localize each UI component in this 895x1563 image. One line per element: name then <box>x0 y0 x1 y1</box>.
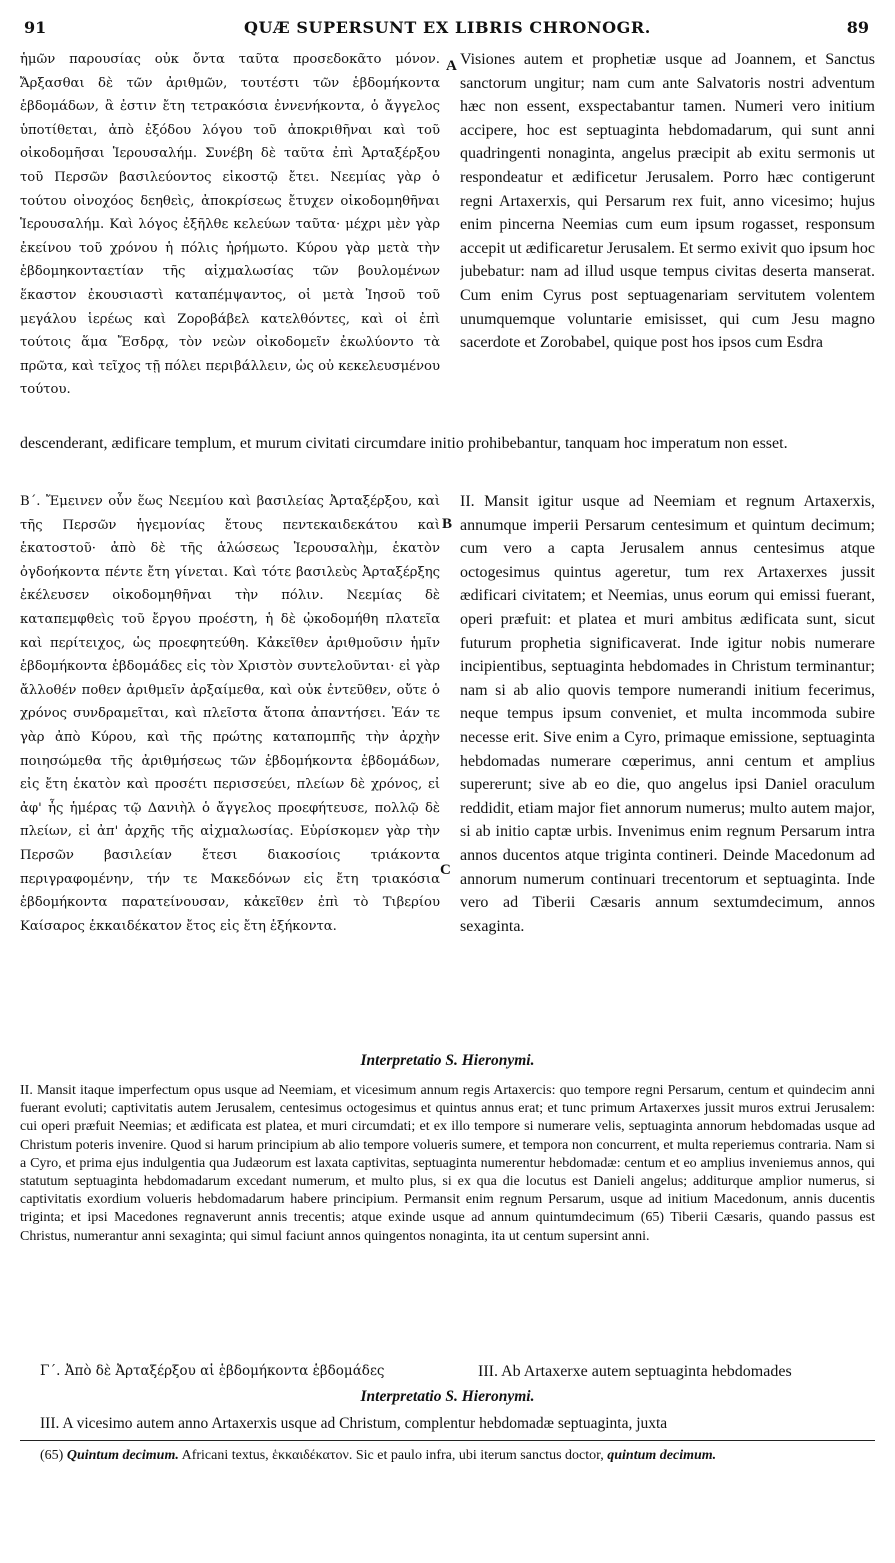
footnote <box>40 1446 880 1490</box>
hieronymi-text-1: II. Mansit itaque imperfectum opus usque ad Neemiam, et vicesimum annum regis Artaxercis: quo tempore regni Persarum, centum et quindecim anni fuerant evoluti; captivitatis autem Jerusalem, centesimus octogesimus et quintus annus erat; et tunc primum Artaxerxes jussit muros extrui Jerusalem: cui operi præfuit Neemias; et ædificata est platea, et muri circumdati; et ex illo tempore si numerare velis, septuaginta annorum hebdomadas usque ad Christum poteris invenire. Quod si harum principium ab alio tempore volueris sumere, et tempora non concurrent, et multa reperiemus contraria. Nam si a Cyro, et prima ejus indulgentia qua Judæorum est laxata captivitas, septuaginta numerentur hebdomadæ: centum et eo amplius inveniemus annos, qui statutum septuaginta hebdomadarum excedant numerum, et multo plus, si ex qua die locutus est Danieli angelus; additurque amplior numerus, si captivitatis exordium volueris hebdomadarum habere principium. Permansit enim regnum Persarum, usque ad initium Macedonum, annis ducentis triginta; et ipsi Macedones regnaverunt annis trecentis; atque exinde usque ad annum quintumdecimum (65) Tiberii Cæsaris, quando passus est Christus, numerantur anni sexaginta; qui simul faciunt annos quingentos nonaginta, ita ut centum supersint anni. <box>20 1083 875 1244</box>
footnote-lemma: Quintum decimum. <box>66 1448 179 1463</box>
hieronymi-text-2: III. A vicesimo autem anno Artaxerxis usque ad Christum, complentur hebdomadæ septuaginta, juxta <box>40 1415 668 1432</box>
margin-marker-c: C <box>440 862 451 878</box>
greek-line-g: Γ΄. Ἀπὸ δὲ Ἀρταξέρξου αἱ ἑβδομήκοντα ἑβδομάδες <box>40 1363 385 1379</box>
left-page-number: 91 <box>24 18 47 37</box>
greek-column-a: ἡμῶν παρουσίας οὐκ ὄντα ταῦτα προσεδοκᾶτο μόνον. Ἄρξασθαι δὲ τῶν ἀριθμῶν, τουτέστι τῶν ἑβδομήκοντα ἑβδομάδων, ἃ ἐστιν ἔτη τετρακόσια ἐννενήκοντα, ὁ ἄγγελος ὑποτίθεται, ἀπὸ ἐξόδου λόγου τοῦ ἀποκριθῆναι καὶ τοῦ οἰκοδομῆσαι Ἱερουσαλήμ. Συνέβη δὲ ταῦτα ἐπὶ Ἀρταξέρξου τοῦ Περσῶν βασιλεύοντος εἰκοστῷ ἔτει. Νεεμίας γὰρ ὁ τούτου οἰνοχόος δεηθεὶς, ἀποκρίσεως ἔτυχεν οἰκοδομηθῆναι Ἱερουσαλήμ. Καὶ λόγος ἐξῆλθε κελεύων ταῦτα· μέχρι μὲν γὰρ ἐκείνου τοῦ χρόνου ἡ πόλις ἠρήμωτο. Κύρου γὰρ μετὰ τὴν ἑβδομηκονταετίαν τῆς αἰχμαλωσίας τῶν βουλομένων ἕκαστον ἐκουσιαστὶ καταπέμψαντος, οἱ μετὰ Ἰησοῦ τοῦ μεγάλου ἱερέως καὶ Ζοροβάβελ κατελθόντες, καὶ οἱ ἐπὶ τούτοις ἅμα Ἔσδρᾳ, τὸν νεὼν οἰκοδομεῖν ἐκωλύοντο τὰ πρῶτα, καὶ τεῖχος τῇ πόλει περιβάλλειν, ὡς οὐ κεκελευσμένου τούτου. <box>20 52 440 398</box>
hieronymi-heading-2: Interpretatio S. Hieronymi. <box>360 1388 535 1405</box>
footnote-text: Africani textus, ἑκκαιδέκατον. Sic et paulo infra, ubi iterum sanctus doctor, <box>181 1448 604 1463</box>
latin-column-a: Visiones autem et prophetiæ usque ad Joannem, et Sanctus sanctorum ungitur; nam cum ante Salvatoris nostri adventum hæc non essent, exspectabantur tamen. Numeri vero initium accipere, hoc est septuaginta hebdomadarum, qui sunt anni quadringenti nonaginta, angelus præcipit ab exitu sermonis ut respondeatur et ædificetur Jerusalem. Porro hæc contigerunt regni Artaxerxis, qui Persarum rex fuit, anno vicesimo; hujus enim pincerna Neemias cum eum ipsum rogasset, responsum accepit ut ædificaretur Jerusalem. Et sermo exivit quo ipsum hoc jubebatur: nam ad illud usque tempus civitas deserta manserat. Cum enim Cyrus post septuagenariam servitutem volentem unumquemque voluntarie emisisset, qui cum Jesu magno sacerdote et Zorobabel, quique post hos ipsos cum Esdra <box>460 51 875 352</box>
footnote-divider <box>20 1440 875 1441</box>
greek-column-b: Β΄. Ἔμεινεν οὖν ἕως Νεεμίου καὶ βασιλείας Ἀρταξέρξου, καὶ τῆς Περσῶν ἡγεμονίας ἔτους πεντεκαιδεκάτου καὶ ἑκατοστοῦ· ἀπὸ δὲ τῆς ἁλώσεως Ἱερουσαλὴμ, ἑκατὸν ὀγδοήκοντα πέντε ἔτη γίνεται. Καὶ τότε βασιλεὺς Ἀρταξέρξης ἐκέλευσεν οἰκοδομηθῆναι τὴν πόλιν. Νεεμίας δὲ καταπεμφθεὶς τοῦ ἔργου προέστη, ἡ δὲ ᾠκοδομήθη πλατεῖα καὶ περίτειχος, ὡς προεφητεύθη. Κἀκεῖθεν ἀριθμοῦσιν ἡμῖν ἑβδομήκοντα ἑβδομάδες εἰς τὸν Χριστὸν συντελοῦνται· εἰ γὰρ ἄλλοθέν ποθεν ἀριθμεῖν ἀρξαίμεθα, καὶ οὐκ ἐντεῦθεν, οὔτε ὁ χρόνος συνδραμεῖται, καὶ πλεῖστα ἄτοπα ἀπαντήσει. Ἐάν τε γὰρ ἀπὸ Κύρου, καὶ τῆς πρώτης καταπομπῆς τὴν ἀρχὴν ποιησώμεθα τῆς ἀριθμήσεως τῶν ἑβδομήκοντα ἑβδομάδων, εἰς ἔτη ἑκατὸν καὶ προσέτι περισσεύει, πλείων δὲ χρόνος, εἰ ἀφ' ἧς ἡμέρας τῷ Δανιὴλ ὁ ἄγγελος προεφήτευσε, πολλῷ δὲ πλείων, εἰ ἀπ' ἀρχῆς τῆς αἰχμαλωσίας. Εὑρίσκομεν γὰρ τὴν Περσῶν βασιλείαν ἔτεσι διακοσίοις τριάκοντα περιγραφομένην, τήν τε Μακεδόνων εἰς ἔτη τριακόσια ἑβδομήκοντα παρατείνουσαν, κἀκεῖθεν ἐπὶ τὸ Τιβερίου Καίσαρος ἑκκαιδέκατον ἔτος εἰς ἔτη ἑξήκοντα. <box>20 494 440 934</box>
right-page-number: 89 <box>846 18 869 37</box>
margin-marker-a: A <box>446 58 457 74</box>
latin-continuation-a: descenderant, ædificare templum, et murum civitati circumdare initio prohibebantur, tanquam hoc imperatum non esset. <box>20 435 788 452</box>
page-header <box>18 12 877 40</box>
margin-marker-b: B <box>442 516 453 532</box>
hieronymi-heading-1: Interpretatio S. Hieronymi. <box>360 1052 535 1069</box>
latin-column-b: II. Mansit igitur usque ad Neemiam et regnum Artaxerxis, annumque imperii Persarum centesimum et quintum decimum; cum vero a capta Jerusalem annus centesimus atque octogesimus quintus ageretur, tum rex Artaxerxes jussit ædificari civitatem; et Neemias, unus eorum qui emissi fuerant, operi præfuit: et platea et muri ambitus ædificata sunt, sicut futurum prophetia significaverat. Inde igitur nobis numerare incipientibus, septuaginta hebdomades in Christum terminantur; nam si ab alio quovis tempore numerandi initium fecerimus, neque tempus ipsum conveniet, et multa incommoda subire necesse erit. Sive enim a Cyro, primaque emissione, septuaginta hebdomadas numerare cœperimus, anni centum et amplius supererunt; sive ab eo die, quo angelus ipsi Daniel oraculum reddidit, etiam major fiet annorum numerus; multo autem major, si ab initio captæ urbis. Invenimus enim regnum Persarum intra annos ducentos atque triginta contineri. Deinde Macedonum ad annorum numerum continuari trecentorum et septuaginta. Inde vero ad Tiberii Cæsaris annum sextumdecimum, annos sexaginta. <box>460 493 875 935</box>
footnote-tail: quintum decimum. <box>607 1448 717 1463</box>
latin-line-g: III. Ab Artaxerxe autem septuaginta hebdomades <box>478 1363 792 1380</box>
running-title: QUÆ SUPERSUNT EX LIBRIS CHRONOGR. <box>244 18 651 37</box>
footnote-ref: (65) <box>40 1448 64 1463</box>
